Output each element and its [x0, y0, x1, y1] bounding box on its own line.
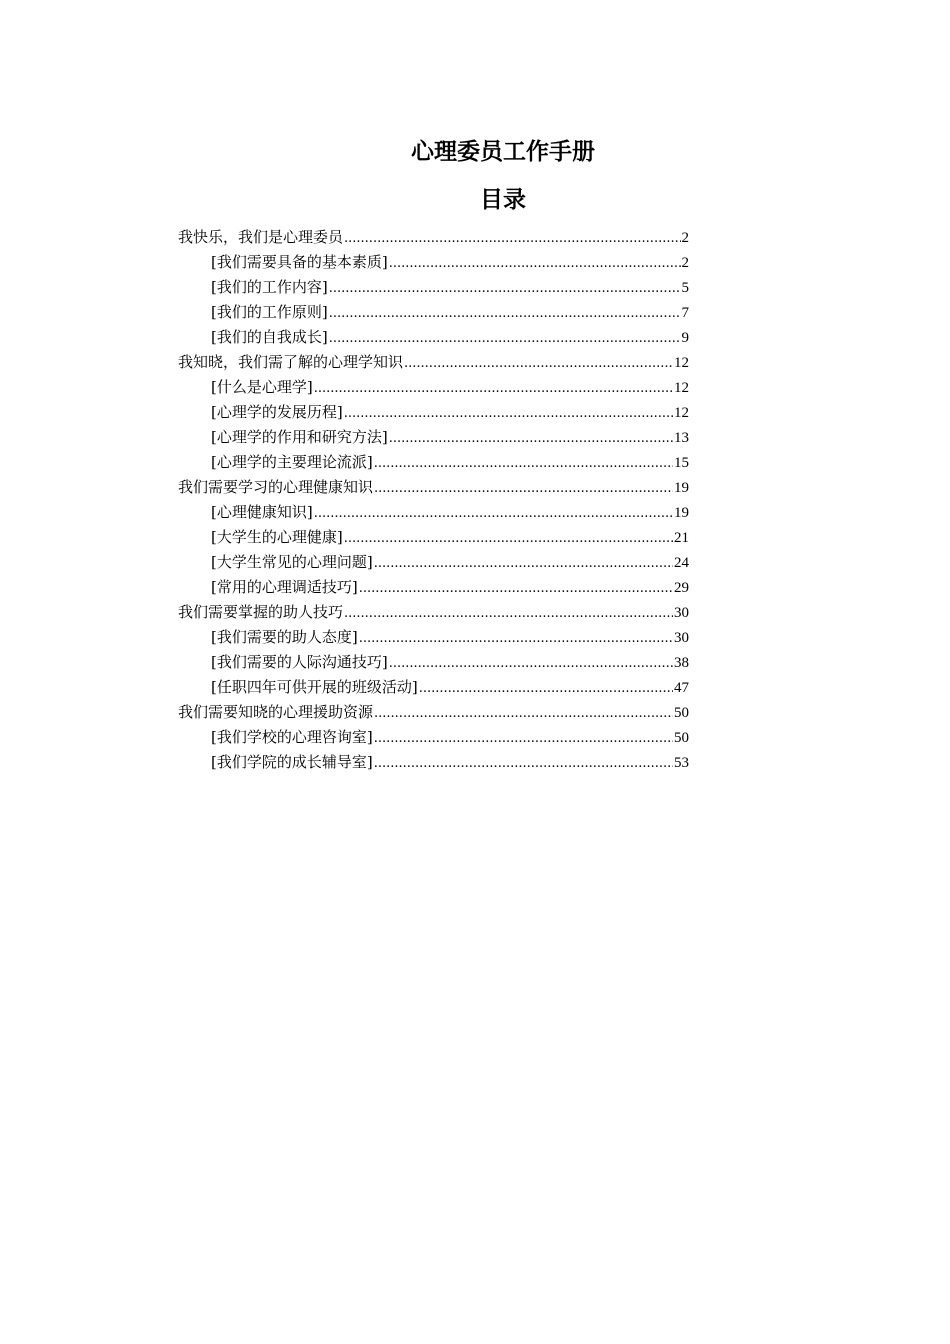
- toc-entry-page: 38: [674, 655, 689, 671]
- toc-entry-page: 9: [681, 330, 689, 346]
- document-title: 心理委员工作手册: [411, 139, 595, 165]
- toc-entry-title: 我们需要掌握的助人技巧: [178, 603, 344, 621]
- toc-entry-page: 47: [674, 680, 689, 696]
- toc-entry-title: [我们需要的助人态度]: [211, 628, 358, 646]
- toc-entry[interactable]: [178, 275, 689, 300]
- dot-leader: [314, 375, 673, 400]
- toc-entry-title: [我们的自我成长]: [211, 328, 328, 346]
- toc-entry-page: 19: [674, 480, 689, 496]
- toc-entry-title: [我们的工作原则]: [211, 303, 328, 321]
- toc-entry-title: [大学生常见的心理问题]: [211, 553, 373, 571]
- toc-entry-page: 12: [674, 380, 689, 396]
- toc-entry-page: 24: [674, 555, 689, 571]
- dot-leader: [314, 500, 673, 525]
- dot-leader: [374, 725, 673, 750]
- dot-leader: [374, 475, 673, 500]
- toc-entry[interactable]: [178, 525, 689, 550]
- dot-leader: [329, 325, 681, 350]
- toc-entry-title: 我知晓，我们需了解的心理学知识: [178, 353, 404, 371]
- toc-entry-title: [心理学的发展历程]: [211, 403, 343, 421]
- dot-leader: [329, 300, 681, 325]
- dot-leader: [359, 575, 673, 600]
- toc-entry[interactable]: [178, 250, 689, 275]
- dot-leader: [374, 550, 673, 575]
- toc-entry-page: 5: [681, 280, 689, 296]
- toc-entry-title: [我们学校的心理咨询室]: [211, 728, 373, 746]
- dot-leader: [344, 225, 680, 250]
- dot-leader: [359, 625, 673, 650]
- dot-leader: [374, 750, 673, 775]
- toc-entry-page: 15: [674, 455, 689, 471]
- toc-entry-title: [心理健康知识]: [211, 503, 313, 521]
- dot-leader: [419, 675, 673, 700]
- dot-leader: [344, 525, 673, 550]
- toc-entry-title: 我们需要知晓的心理援助资源: [178, 703, 374, 721]
- toc-entry-page: 19: [674, 505, 689, 521]
- toc-entry-page: 21: [674, 530, 689, 546]
- toc-entry[interactable]: [178, 450, 689, 475]
- toc-entry-page: 12: [674, 355, 689, 371]
- toc-entry-page: 50: [674, 705, 689, 721]
- toc-entry[interactable]: [178, 725, 689, 750]
- toc-entry-page: 13: [674, 430, 689, 446]
- toc-entry-title: [我们需要的人际沟通技巧]: [211, 653, 388, 671]
- toc-entry[interactable]: [178, 350, 689, 375]
- toc-entry-title: [我们需要具备的基本素质]: [211, 253, 388, 271]
- dot-leader: [389, 250, 681, 275]
- toc-entry[interactable]: [178, 325, 689, 350]
- toc-entry[interactable]: [178, 475, 689, 500]
- dot-leader: [374, 700, 673, 725]
- toc-entry[interactable]: [178, 400, 689, 425]
- toc-entry-title: 我们需要学习的心理健康知识: [178, 478, 374, 496]
- toc-entry[interactable]: [178, 700, 689, 725]
- toc-entry-page: 30: [674, 605, 689, 621]
- toc-entry-page: 29: [674, 580, 689, 596]
- toc-entry-title: [常用的心理调适技巧]: [211, 578, 358, 596]
- toc-entry-page: 30: [674, 630, 689, 646]
- toc-entry[interactable]: [178, 425, 689, 450]
- toc-entry-title: [大学生的心理健康]: [211, 528, 343, 546]
- toc-entry[interactable]: [178, 550, 689, 575]
- toc-entry[interactable]: [178, 300, 689, 325]
- dot-leader: [404, 350, 673, 375]
- toc-entry-title: [什么是心理学]: [211, 378, 313, 396]
- toc-entry[interactable]: [178, 650, 689, 675]
- toc-entry-title: [我们的工作内容]: [211, 278, 328, 296]
- dot-leader: [329, 275, 681, 300]
- toc-entry[interactable]: [178, 375, 689, 400]
- toc-entry-title: [任职四年可供开展的班级活动]: [211, 678, 418, 696]
- toc-entry-page: 50: [674, 730, 689, 746]
- toc-entry[interactable]: [178, 575, 689, 600]
- dot-leader: [344, 600, 673, 625]
- toc-entry-page: 12: [674, 405, 689, 421]
- toc-entry[interactable]: [178, 675, 689, 700]
- toc-entry-page: 2: [681, 255, 689, 271]
- toc-entry-title: 我快乐，我们是心理委员: [178, 228, 344, 246]
- toc-entry[interactable]: [178, 625, 689, 650]
- toc-entry-page: 7: [681, 305, 689, 321]
- toc-entry[interactable]: [178, 600, 689, 625]
- toc-entry[interactable]: [178, 500, 689, 525]
- toc-entry-page: 2: [681, 230, 689, 246]
- toc-entry-title: [心理学的作用和研究方法]: [211, 428, 388, 446]
- dot-leader: [389, 650, 673, 675]
- dot-leader: [374, 450, 673, 475]
- dot-leader: [389, 425, 673, 450]
- table-of-contents: [178, 225, 689, 775]
- toc-entry-page: 53: [674, 755, 689, 771]
- toc-entry-title: [我们学院的成长辅导室]: [211, 753, 373, 771]
- toc-entry[interactable]: [178, 750, 689, 775]
- toc-entry[interactable]: [178, 225, 689, 250]
- dot-leader: [344, 400, 673, 425]
- toc-entry-title: [心理学的主要理论流派]: [211, 453, 373, 471]
- toc-heading: 目录: [480, 187, 526, 213]
